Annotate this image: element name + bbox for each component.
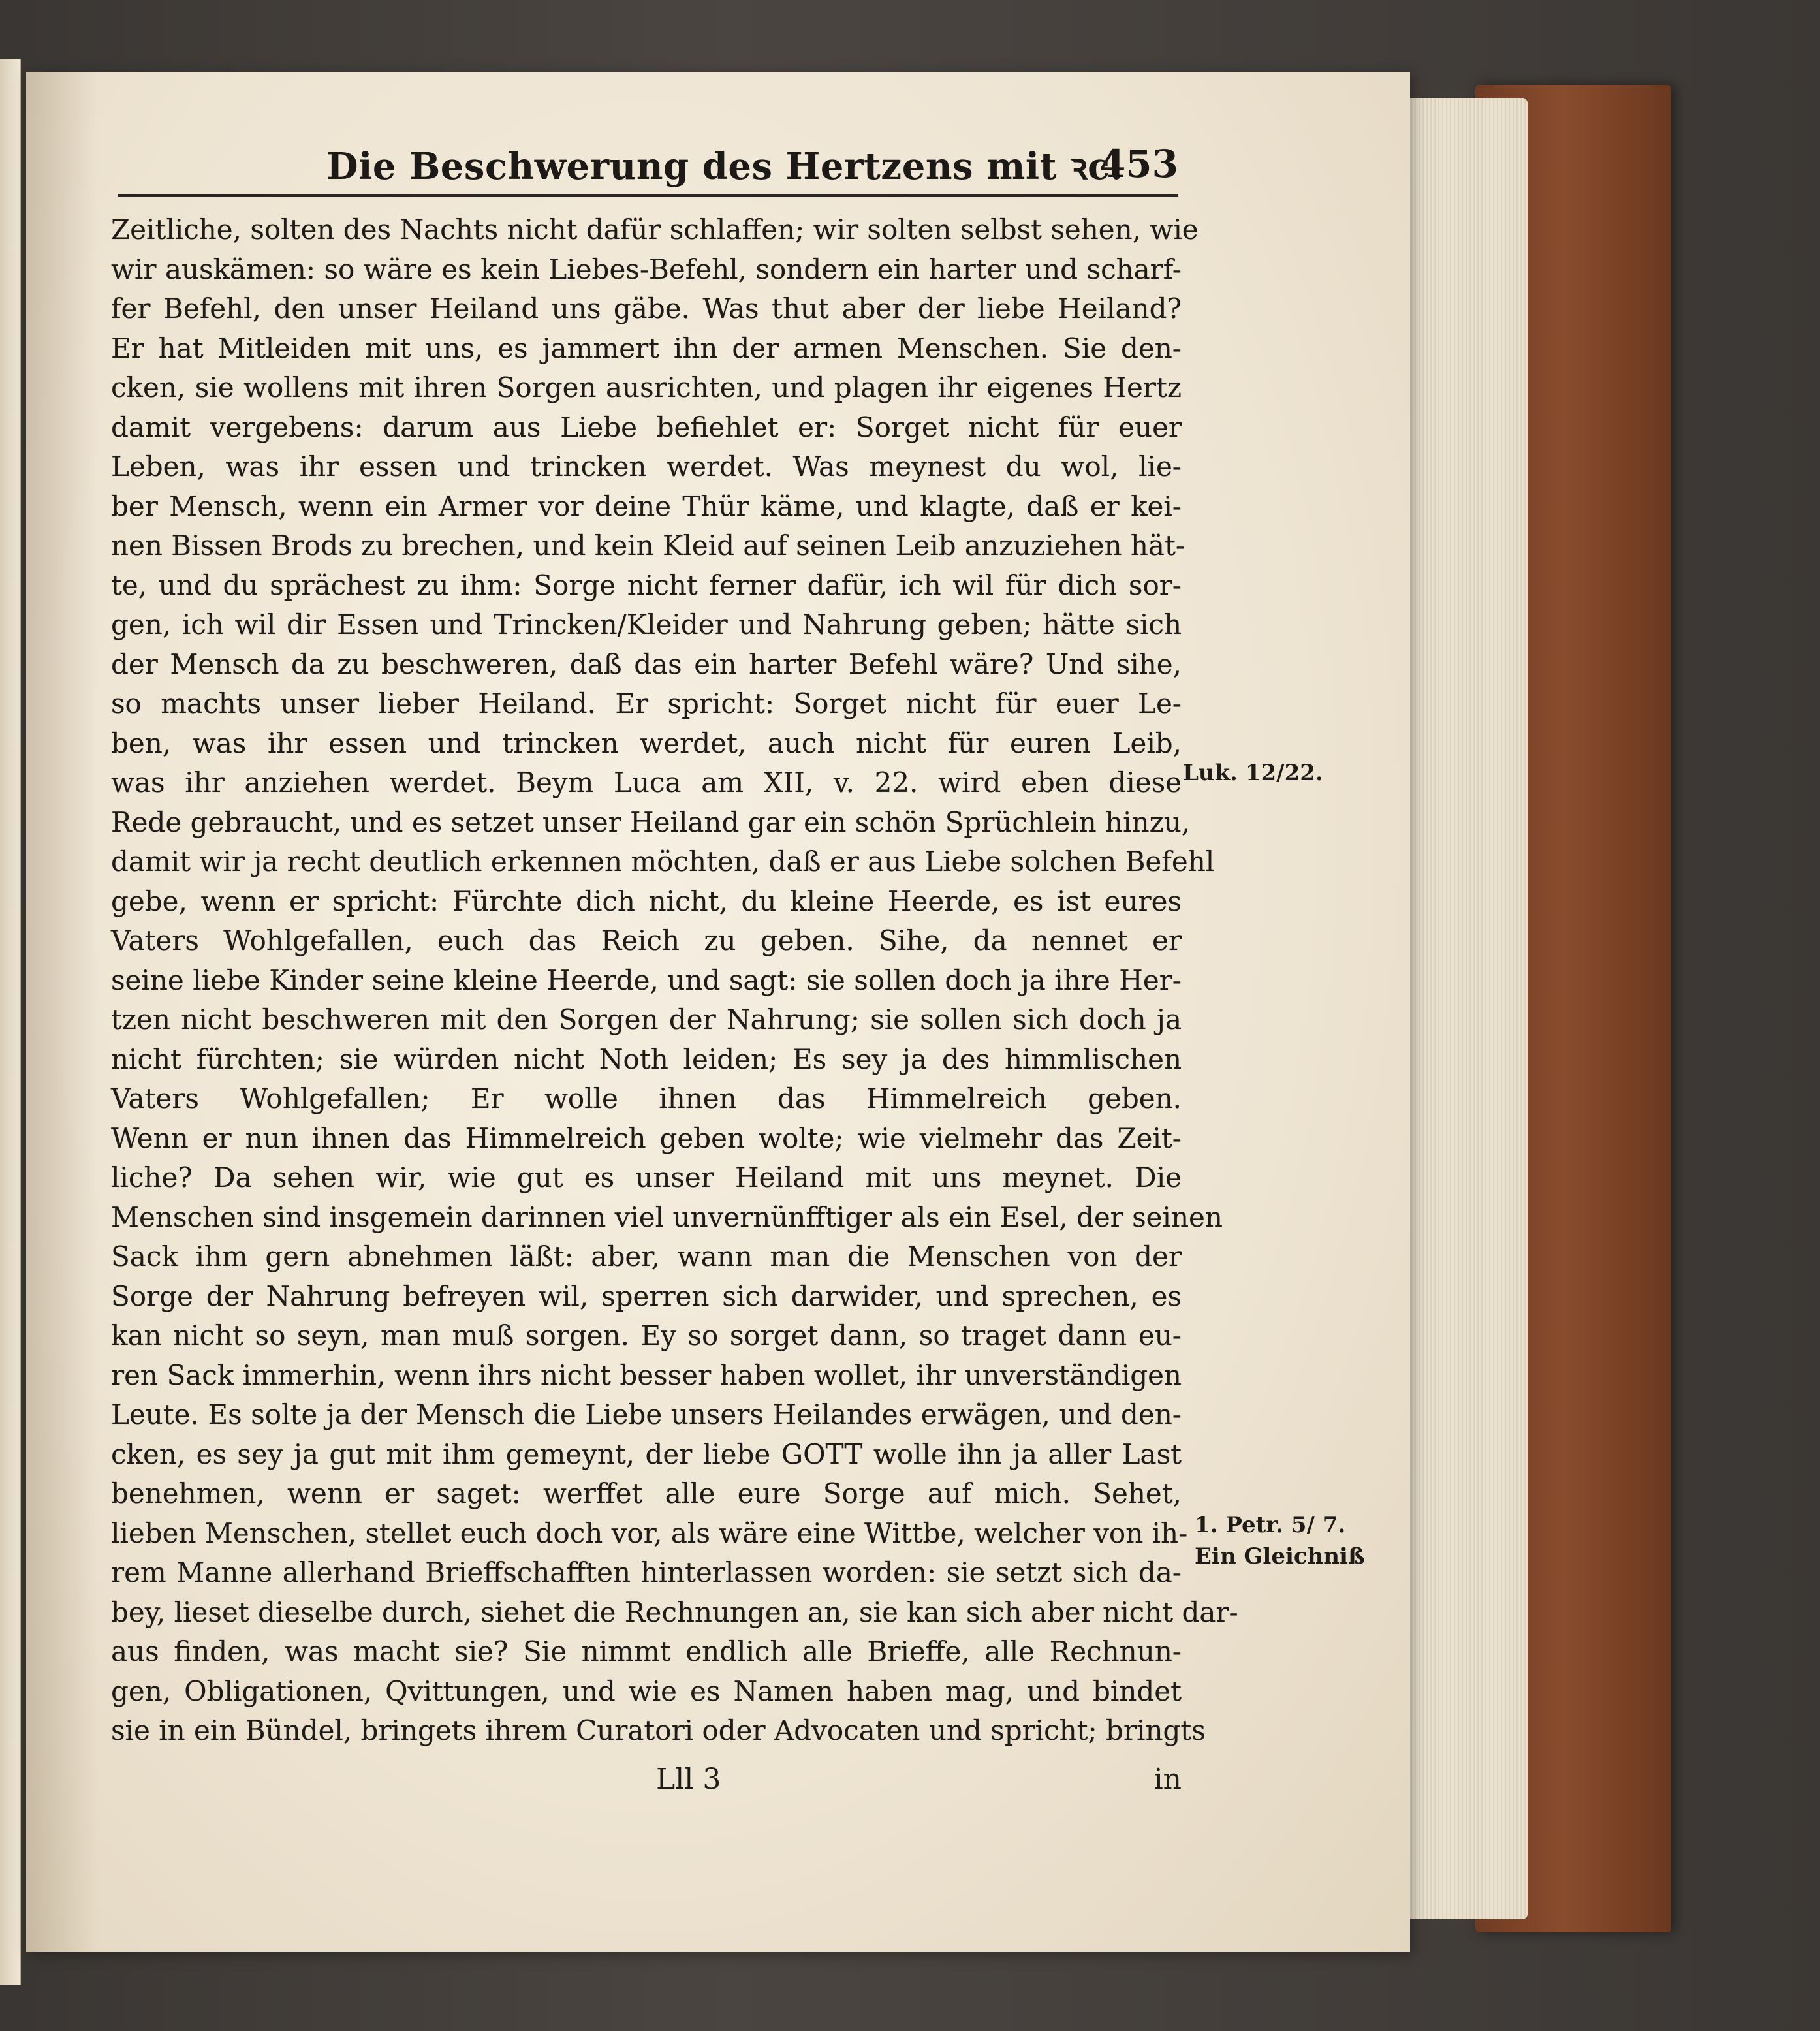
text-line: damit wir ja recht deutlich erkennen möchten, daß er aus Liebe solchen Befehl [111,845,1215,877]
facing-page-edge [0,59,21,1985]
text-line: gebe, wenn er spricht: Fürchte dich nicht, du kleine Heerde, es ist eures [111,885,1182,917]
text-line: ber Mensch, wenn ein Armer vor deine Thür käme, und klagte, daß er kei- [111,490,1182,522]
text-line: Leben, was ihr essen und trincken werdet. Was meynest du wol, lie- [111,450,1182,482]
catchword: in [1153,1763,1182,1796]
text-line: was ihr anziehen werdet. Beym Luca am XII, v. 22. wird eben diese [111,766,1182,798]
text-line: fer Befehl, den unser Heiland uns gäbe. Was thut aber der liebe Heiland? [111,292,1182,324]
running-head [118,140,1178,199]
text-line: so machts unser lieber Heiland. Er spricht: Sorget nicht für euer Le- [111,687,1182,719]
page-number: 453 [1099,142,1178,186]
text-line: kan nicht so seyn, man muß sorgen. Ey so sorget dann, so traget dann eu- [111,1319,1182,1351]
text-line: der Mensch da zu beschweren, daß das ein harter Befehl wäre? Und sihe, [111,648,1182,680]
margin-note-luk: Luk. 12/22. [1183,760,1323,786]
text-line: lieben Menschen, stellet euch doch vor, als wäre eine Wittbe, welcher von ih- [111,1517,1188,1549]
text-line: rem Manne allerhand Brieffschafften hinterlassen worden: sie setzt sich da- [111,1556,1182,1588]
page-footer [111,1763,1182,1808]
signature-mark: Lll 3 [656,1763,721,1796]
text-line: gen, ich wil dir Essen und Trincken/Kleider und Nahrung geben; hätte sich [111,608,1182,640]
header-rule [118,194,1178,197]
text-line: te, und du sprächest zu ihm: Sorge nicht ferner dafür, ich wil für dich sor- [111,569,1182,601]
margin-note-gleichniss: Ein Gleichniß [1195,1543,1365,1569]
text-line: sie in ein Bündel, bringets ihrem Curatori oder Advocaten und spricht; bringts [111,1714,1206,1746]
text-line: Sorge der Nahrung befreyen wil, sperren sich darwider, und sprechen, es [111,1280,1182,1312]
text-line: Vaters Wohlgefallen, euch das Reich zu geben. Sihe, da nennet er [111,924,1182,956]
gutter-shadow [26,72,98,1952]
text-line: liche? Da sehen wir, wie gut es unser Heiland mit uns meynet. Die [111,1161,1182,1193]
text-line: wir auskämen: so wäre es kein Liebes-Befehl, sondern ein harter und scharf- [111,253,1182,285]
text-line: Wenn er nun ihnen das Himmelreich geben wolte; wie vielmehr das Zeit- [111,1122,1182,1154]
text-line: Er hat Mitleiden mit uns, es jammert ihn der armen Menschen. Sie den- [111,332,1182,364]
text-line: Rede gebraucht, und es setzet unser Heiland gar ein schön Sprüchlein hinzu, [111,806,1191,838]
text-line: cken, es sey ja gut mit ihm gemeynt, der liebe GOTT wolle ihn ja aller Last [111,1438,1182,1470]
text-line: Menschen sind insgemein darinnen viel unvernünfftiger als ein Esel, der seinen [111,1201,1223,1233]
text-line: damit vergebens: darum aus Liebe befiehlet er: Sorget nicht für euer [111,411,1182,443]
margin-note-petr: 1. Petr. 5/ 7. [1195,1512,1346,1538]
text-line: aus finden, was macht sie? Sie nimmt endlich alle Brieffe, alle Rechnun- [111,1635,1182,1667]
text-line: Zeitliche, solten des Nachts nicht dafür schlaffen; wir solten selbst sehen, wie [111,213,1199,245]
text-line: benehmen, wenn er saget: werffet alle eure Sorge auf mich. Sehet, [111,1477,1182,1509]
text-line: Leute. Es solte ja der Mensch die Liebe unsers Heilandes erwägen, und den- [111,1398,1182,1430]
text-line: cken, sie wollens mit ihren Sorgen ausrichten, und plagen ihr eigenes Hertz [111,371,1182,403]
running-title: Die Beschwerung des Hertzens mit ꝛc. [326,145,1123,188]
text-line: ren Sack immerhin, wenn ihrs nicht besser haben wollet, ihr unverständigen [111,1359,1182,1391]
text-line: gen, Obligationen, Qvittungen, und wie es Namen haben mag, und bindet [111,1675,1182,1707]
text-line: ben, was ihr essen und trincken werdet, auch nicht für euren Leib, [111,727,1182,759]
text-line: Sack ihm gern abnehmen läßt: aber, wann man die Menschen von der [111,1240,1182,1272]
text-line: Vaters Wohlgefallen; Er wolle ihnen das Himmelreich geben. [111,1082,1182,1114]
text-line: seine liebe Kinder seine kleine Heerde, und sagt: sie sollen doch ja ihre Her- [111,964,1182,996]
text-line: nicht fürchten; sie würden nicht Noth leiden; Es sey ja des himmlischen [111,1043,1182,1075]
text-line: tzen nicht beschweren mit den Sorgen der Nahrung; sie sollen sich doch ja [111,1003,1182,1035]
body-text [111,210,1238,1751]
text-line: bey, lieset dieselbe durch, siehet die Rechnungen an, sie kan sich aber nicht dar- [111,1596,1238,1628]
text-line: nen Bissen Brods zu brechen, und kein Kleid auf seinen Leib anzuziehen hät- [111,529,1185,561]
